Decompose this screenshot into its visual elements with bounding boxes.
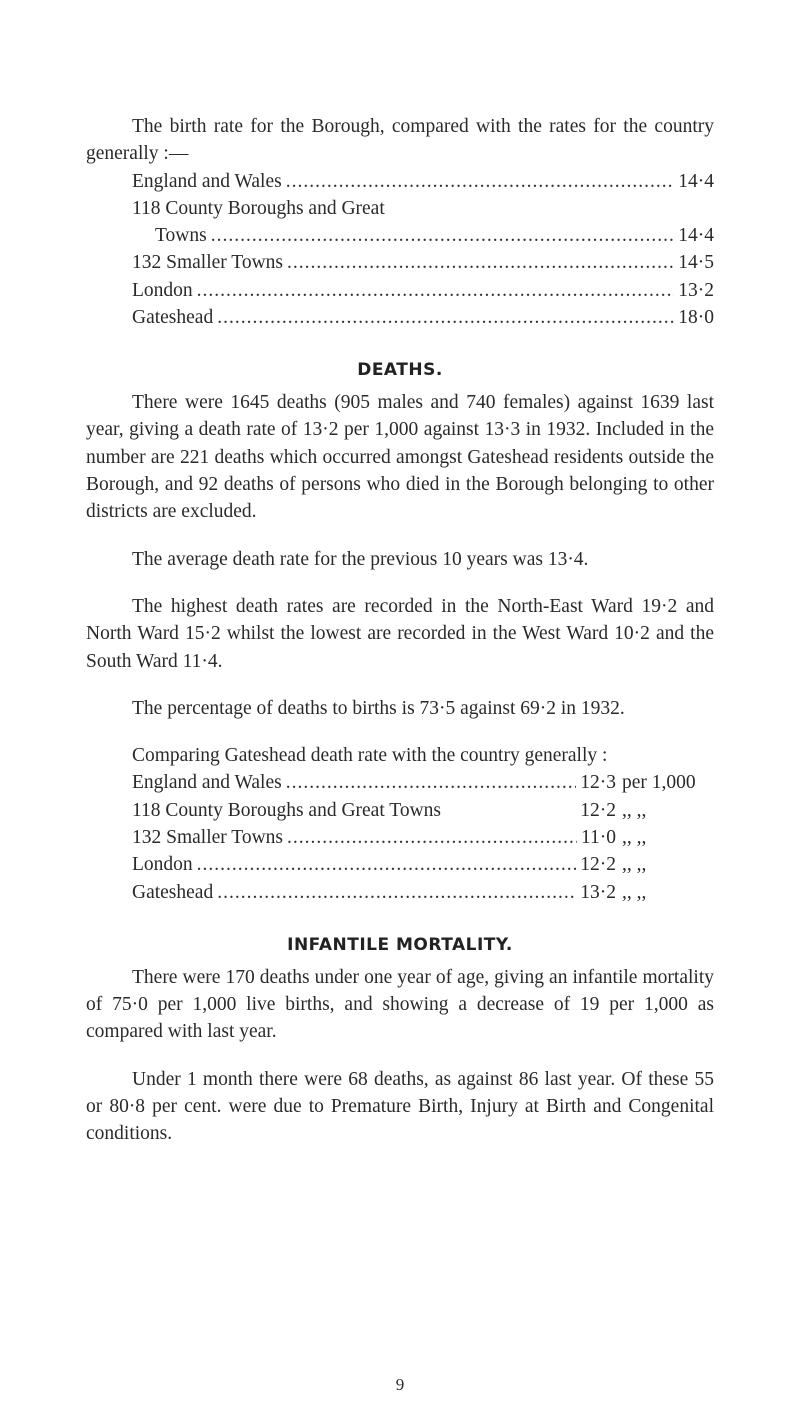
row-label: Gateshead — [132, 307, 214, 329]
table-row — [132, 249, 714, 276]
leader-dots — [217, 304, 674, 331]
row-unit: ,, ,, — [622, 881, 647, 903]
infantile-mortality-heading: INFANTILE MORTALITY. — [287, 934, 513, 955]
infant-paragraph-2: Under 1 month there were 68 deaths, as against 86 last year. Of these 55 or 80·8 per cent. were due to Premature Birth, Injury at Birth and Congenital conditions. — [86, 1068, 714, 1145]
row-value: 13·2 — [580, 881, 616, 903]
leader-dots — [286, 168, 675, 195]
table-row — [132, 851, 714, 878]
leader-dots — [197, 277, 675, 304]
row-label: 118 County Boroughs and Great Towns — [132, 799, 441, 821]
row-label: 118 County Boroughs and Great — [132, 197, 385, 219]
page-body — [86, 113, 714, 1148]
deaths-paragraph-1: There were 1645 deaths (905 males and 740 females) against 1639 last year, giving a death rate of 13·2 per 1,000 against 13·3 in 1932. Included in the number are 221 deaths which occurred amongst Gateshead residents outside the Borough, and 92 deaths of persons who died in the Borough belonging to other districts are excluded. — [86, 392, 714, 523]
row-unit: ,, ,, — [622, 799, 647, 821]
table-row — [132, 195, 714, 222]
row-label: England and Wales — [132, 772, 282, 794]
leader-dots — [287, 824, 577, 851]
table-row — [132, 879, 714, 906]
row-value: 14·5 — [678, 252, 714, 274]
row-label: Gateshead — [132, 881, 214, 903]
leader-dots — [217, 879, 576, 906]
deaths-paragraph-4: The percentage of deaths to births is 73·5 against 69·2 in 1932. — [132, 697, 625, 719]
death-rate-table — [132, 769, 714, 905]
row-unit: ,, ,, — [622, 827, 647, 849]
leader-dots — [286, 769, 577, 796]
leader-dots — [211, 222, 675, 249]
row-value: 18·0 — [678, 307, 714, 329]
leader-dots — [197, 851, 577, 878]
row-unit: per 1,000 — [622, 772, 696, 794]
table-row — [132, 168, 714, 195]
deaths-paragraph-3: The highest death rates are recorded in the North-East Ward 19·2 and North Ward 15·2 whilst the lowest are recorded in the West Ward 10·2 and the South Ward 11·4. — [86, 595, 714, 672]
row-value: 12·2 — [580, 854, 616, 876]
table-row — [132, 769, 714, 796]
table-row — [132, 304, 714, 331]
row-unit: ,, ,, — [622, 854, 647, 876]
row-label: 132 Smaller Towns — [132, 827, 284, 849]
deaths-paragraph-5: Comparing Gateshead death rate with the country generally : — [132, 745, 608, 767]
leader-dots — [287, 249, 674, 276]
infant-paragraph-1: There were 170 deaths under one year of age, giving an infantile mortality of 75·0 per 1,000 live births, and showing a decrease of 19 per 1,000 as compared with last year. — [86, 966, 714, 1043]
birth-rate-table — [132, 168, 714, 332]
birth-rate-intro: The birth rate for the Borough, compared with the rates for the country generally :— — [86, 116, 714, 165]
row-label-continued: Towns — [155, 225, 207, 247]
row-label: England and Wales — [132, 170, 282, 192]
row-value: 13·2 — [678, 279, 714, 301]
deaths-paragraph-2: The average death rate for the previous 10 years was 13·4. — [132, 548, 589, 570]
row-label: London — [132, 854, 193, 876]
row-value: 14·4 — [678, 170, 714, 192]
row-value: 14·4 — [678, 225, 714, 247]
row-value: 12·2 — [580, 799, 616, 821]
table-row — [132, 222, 714, 249]
table-row — [132, 797, 714, 824]
table-row — [132, 277, 714, 304]
deaths-heading: DEATHS. — [357, 360, 443, 381]
page-number: 9 — [395, 1375, 405, 1394]
row-label: 132 Smaller Towns — [132, 252, 284, 274]
row-label: London — [132, 279, 193, 301]
table-row — [132, 824, 714, 851]
row-value: 11·0 — [580, 827, 616, 849]
row-value: 12·3 — [580, 772, 616, 794]
